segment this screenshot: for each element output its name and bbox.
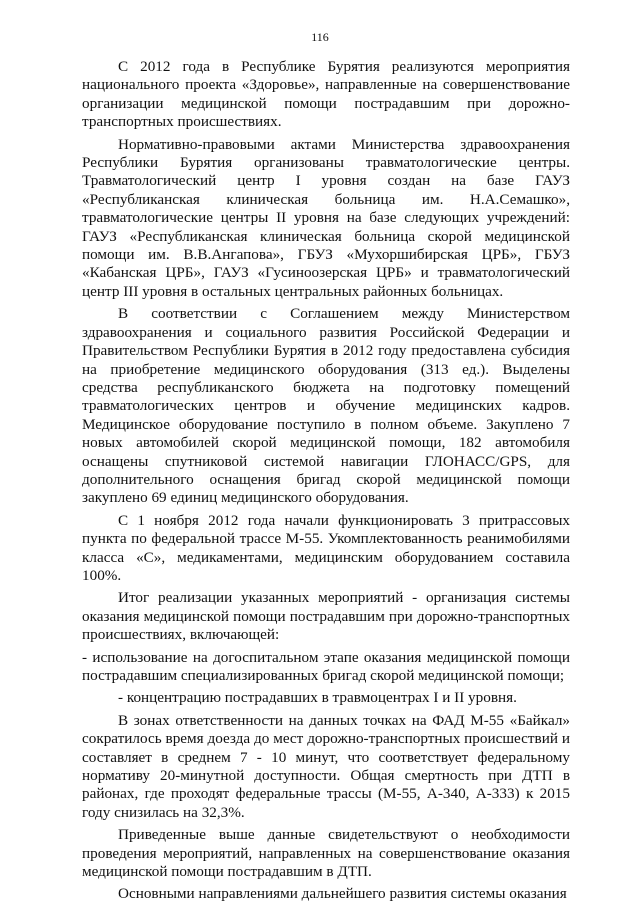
- body-text: [82, 58, 570, 908]
- paragraph-intro: С 2012 года в Республике Бурятия реализуются мероприятия национального проекта «Здоровье», направленные на совершенствование организации медицинской помощи пострадавшим при дорожно-транспортных происшествиях.: [82, 58, 570, 131]
- paragraph-trauma-centers: Нормативно-правовыми актами Министерства здравоохранения Республики Бурятия организованы травматологические центры. Травматологический центр I уровня создан на базе ГАУЗ «Республиканская клиническая больница им. Н.А.Семашко», травматологические центры II уровня на базе следующих учреждений: ГАУЗ «Республиканская клиническая больница скорой медицинской помощи им. В.В.Ангапова», ГБУЗ «Мухоршибирская ЦРБ», ГБУЗ «Кабанская ЦРБ», ГАУЗ «Гусиноозерская ЦРБ» и травматологический центр III уровня в остальных центральных районных больницах.: [82, 135, 570, 300]
- list-item-prehospital: - использование на догоспитальном этапе оказания медицинской помощи пострадавшим специализированных бригад скорой медицинской помощи;: [82, 648, 570, 684]
- paragraph-necessity: Приведенные выше данные свидетельствуют о необходимости проведения мероприятий, направленных на совершенствование оказания медицинской помощи пострадавшим в ДТП.: [82, 826, 570, 881]
- paragraph-roadside-points: С 1 ноября 2012 года начали функционировать 3 притрассовых пункта по федеральной трассе М-55. Укомплектованность реанимобилями класса «С», медикаментами, медицинским оборудованием составила 100%.: [82, 511, 570, 584]
- paragraph-results: Итог реализации указанных мероприятий - организация системы оказания медицинской помощи пострадавшим при дорожно-транспортных происшествиях, включающей:: [82, 589, 570, 644]
- page-number: 116: [311, 30, 329, 44]
- paragraph-directions: Основными направлениями дальнейшего развития системы оказания: [118, 885, 567, 903]
- list-item-concentration: - концентрацию пострадавших в травмоцентрах I и II уровня.: [118, 689, 517, 707]
- paragraph-agreement: В соответствии с Соглашением между Министерством здравоохранения и социального развития Российской Федерации и Правительством Республики Бурятия в 2012 году предоставлена субсидия на приобретение медицинского оборудования (313 ед.). Выделены средства республиканского бюджета на подготовку помещений травматологических центров и обучение медицинских кадров. Медицинское оборудование поступило в полном объеме. Закуплено 7 новых автомобилей скорой медицинской помощи, 182 автомобиля оснащены спутниковой системой навигации ГЛОНАСС/GPS, для дополнительного оснащения бригад скорой медицинской помощи закуплено 69 единиц медицинского оборудования.: [82, 305, 570, 507]
- paragraph-response-time: В зонах ответственности на данных точках на ФАД М-55 «Байкал» сократилось время доезда до мест дорожно-транспортных происшествий и составляет в среднем 7 - 10 минут, что соответствует федеральному нормативу 20-минутной доступности. Общая смертность при ДТП в районах, где проходят федеральные трассы (М-55, А-340, А-333) к 2015 году снизилась на 32,3%.: [82, 711, 570, 821]
